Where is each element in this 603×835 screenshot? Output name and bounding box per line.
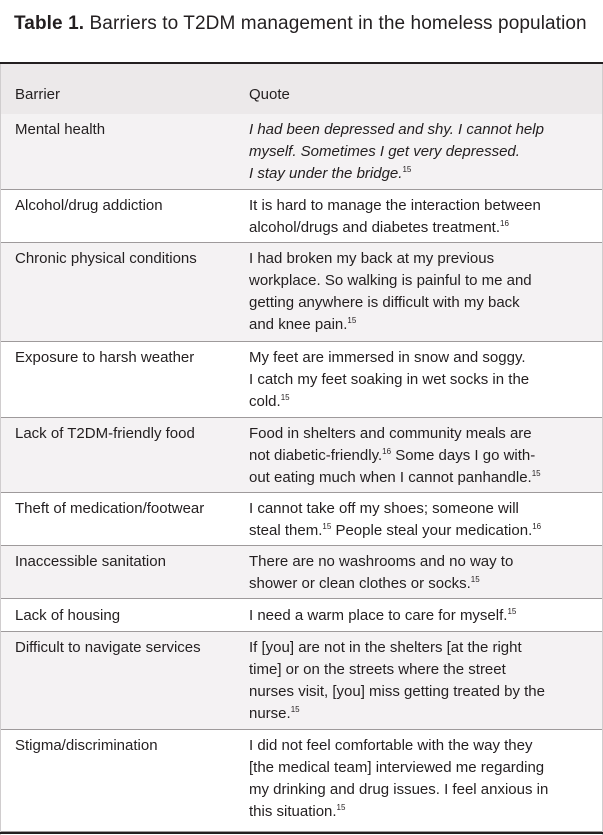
quote-line: If [you] are not in the shelters [at the right: [249, 639, 522, 656]
barrier-cell: Exposure to harsh weather: [15, 349, 195, 366]
citation-ref: 15: [507, 607, 517, 616]
citation-ref: 16: [532, 522, 542, 531]
table-label: Table 1.: [14, 13, 85, 34]
quote-cell: [249, 195, 595, 239]
citation-ref: 15: [531, 469, 541, 478]
quote-cell: [249, 248, 595, 336]
quote-line: I did not feel comfortable with the way they: [249, 737, 533, 754]
quote-line: nurses visit, [you] miss getting treated by the: [249, 683, 545, 700]
table-row: [0, 730, 603, 832]
quote-cell: [249, 119, 595, 185]
quote-cell: [249, 605, 595, 627]
citation-ref: 15: [322, 522, 332, 531]
table-bottom-rule: [0, 832, 603, 834]
table-row: [0, 493, 603, 546]
barrier-cell: Inaccessible sanitation: [15, 553, 166, 570]
column-header-quote: Quote: [249, 86, 290, 103]
table-header-row: [0, 64, 603, 114]
table-caption: [14, 12, 594, 35]
quote-cell: [249, 551, 595, 595]
quote-line: I had been depressed and shy. I cannot help: [249, 121, 544, 138]
barrier-cell: Theft of medication/footwear: [15, 500, 205, 517]
quote-line: time] or on the streets where the street: [249, 661, 506, 678]
citation-ref: 15: [290, 705, 300, 714]
citation-ref: 15: [347, 316, 357, 325]
quote-line: Food in shelters and community meals are: [249, 425, 532, 442]
barrier-cell: Lack of T2DM-friendly food: [15, 425, 195, 442]
quote-cell: [249, 735, 595, 823]
table-row: [0, 599, 603, 632]
quote-line: I catch my feet soaking in wet socks in the: [249, 371, 530, 388]
quote-cell: [249, 423, 595, 489]
quote-line: not diabetic-friendly.$^{16}$ Some days I go with-: [249, 447, 536, 464]
table-row: [0, 114, 603, 190]
quote-line: I need a warm place to care for myself.$^{15}$: [249, 607, 517, 624]
quote-line: my drinking and drug issues. I feel anxious in: [249, 781, 549, 798]
table-row: [0, 632, 603, 730]
citation-ref: 15: [470, 575, 480, 584]
quote-cell: [249, 498, 595, 542]
citation-ref: 15: [402, 165, 412, 174]
quote-line: I had broken my back at my previous: [249, 250, 495, 267]
quote-line: getting anywhere is difficult with my back: [249, 294, 520, 311]
quote-line: I stay under the bridge.$^{15}$: [249, 165, 412, 182]
barrier-cell: Alcohol/drug addiction: [15, 197, 163, 214]
table-row: [0, 418, 603, 493]
barrier-cell: Mental health: [15, 121, 106, 138]
column-header-barrier: Barrier: [15, 86, 61, 103]
citation-ref: 16: [500, 219, 509, 228]
barrier-cell: Lack of housing: [15, 607, 121, 624]
quote-line: this situation.$^{15}$: [249, 803, 346, 820]
barrier-cell: Stigma/discrimination: [15, 737, 158, 754]
citation-ref: 15: [280, 393, 290, 402]
citation-ref: 16: [382, 447, 392, 456]
citation-ref: 15: [336, 803, 346, 812]
quote-line: out eating much when I cannot panhandle.$^{15}$: [249, 469, 541, 486]
quote-line: There are no washrooms and no way to: [249, 553, 514, 570]
table-row: [0, 342, 603, 418]
quote-line: nurse.$^{15}$: [249, 705, 300, 722]
quote-line: It is hard to manage the interaction between: [249, 197, 541, 214]
table-row: [0, 243, 603, 342]
quote-line: My feet are immersed in snow and soggy.: [249, 349, 526, 366]
quote-line: steal them.$^{15}$ People steal your medication.$^{16}$: [249, 522, 542, 539]
table-row: [0, 546, 603, 599]
barrier-cell: Difficult to navigate services: [15, 639, 201, 656]
quote-line: and knee pain.$^{15}$: [249, 316, 357, 333]
quote-line: cold.$^{15}$: [249, 393, 290, 410]
barrier-cell: Chronic physical conditions: [15, 250, 197, 267]
quote-cell: [249, 347, 595, 413]
table-border-left: [0, 64, 1, 835]
quote-line: workplace. So walking is painful to me and: [249, 272, 532, 289]
table-title: Barriers to T2DM management in the homeless population: [89, 13, 587, 34]
quote-line: myself. Sometimes I get very depressed.: [249, 143, 520, 160]
quote-line: I cannot take off my shoes; someone will: [249, 500, 519, 517]
table-row: [0, 190, 603, 243]
quote-line: alcohol/drugs and diabetes treatment.$^{16}$: [249, 219, 509, 236]
quote-line: shower or clean clothes or socks.$^{15}$: [249, 575, 480, 592]
quote-line: [the medical team] interviewed me regarding: [249, 759, 545, 776]
quote-cell: [249, 637, 595, 725]
